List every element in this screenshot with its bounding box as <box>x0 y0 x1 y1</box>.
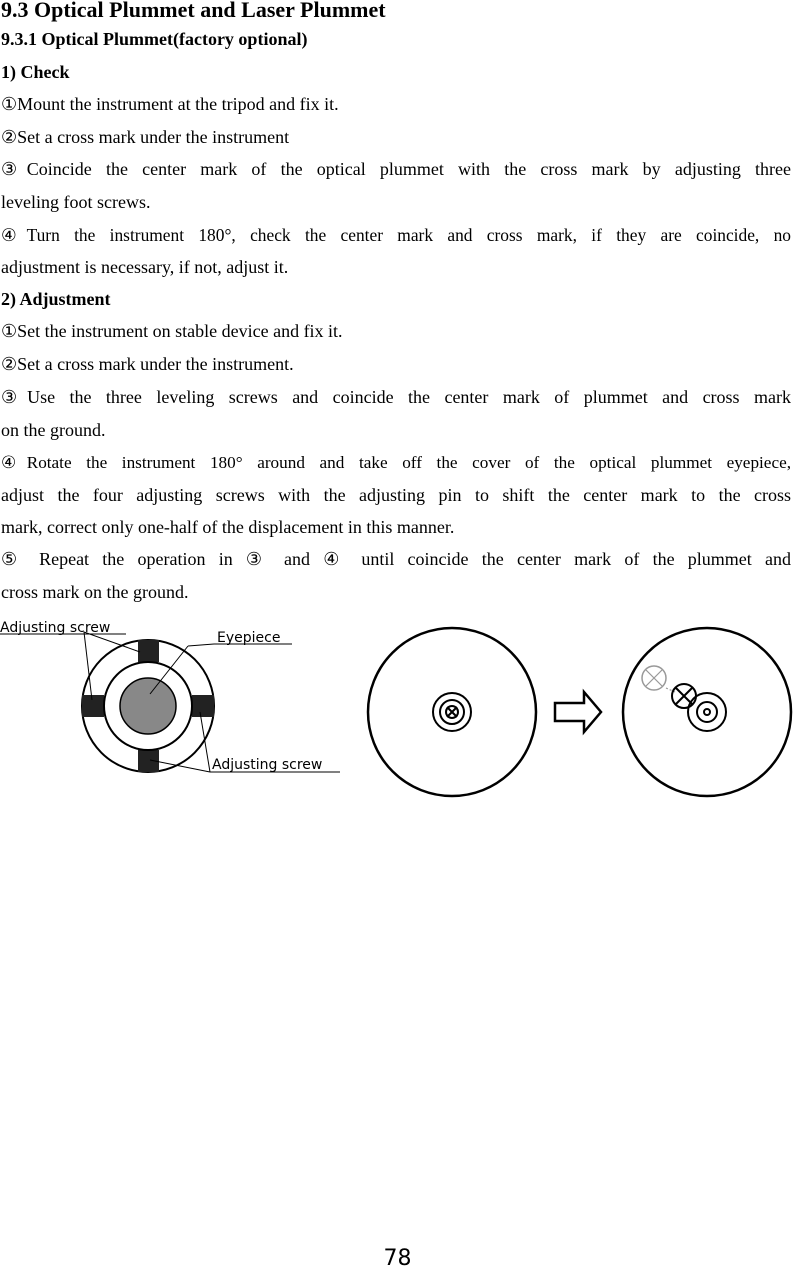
adjusting-screw-left-icon <box>82 695 104 717</box>
adjustment-step-3: ③Use the three leveling screws and coincide the center mark of plummet and cross mark <box>1 387 791 407</box>
leader-line <box>188 644 214 646</box>
center-mark-dot-icon <box>704 709 710 715</box>
adjustment-step-4: ④Rotate the instrument 180° around and take off the cover of the optical plummet eyepiece, <box>1 453 791 472</box>
view-before <box>368 628 536 796</box>
check-step-1: ①Mount the instrument at the tripod and fix it. <box>1 94 339 114</box>
adjustment-step-4-cont-2: mark, correct only one-half of the displacement in this manner. <box>1 517 455 537</box>
check-step-3-cont: leveling foot screws. <box>1 192 151 212</box>
adjustment-step-2: ②Set a cross mark under the instrument. <box>1 354 294 374</box>
eyepiece-lens <box>120 678 176 734</box>
label-adjusting-screw-bottom: Adjusting screw <box>212 757 323 773</box>
view-after-field-circle <box>623 628 791 796</box>
center-mark-middle-icon <box>697 702 717 722</box>
page-number: 78 <box>383 1246 412 1271</box>
adjusting-screw-top-icon <box>138 640 159 662</box>
label-eyepiece: Eyepiece <box>217 630 281 646</box>
adjusting-screw-right-icon <box>192 695 214 717</box>
right-arrow-icon <box>555 692 601 732</box>
check-step-2: ②Set a cross mark under the instrument <box>1 127 290 147</box>
adjustment-step-5-cont: cross mark on the ground. <box>1 582 189 602</box>
check-step-3: ③Coincide the center mark of the optical plummet with the cross mark by adjusting three <box>1 159 791 179</box>
subsection-heading: 9.3.1 Optical Plummet(factory optional) <box>1 29 308 49</box>
adjustment-step-5: ⑤ Repeat the operation in ③ and ④ until coincide the center mark of the plummet and <box>1 549 791 569</box>
check-step-4-cont: adjustment is necessary, if not, adjust it. <box>1 257 289 277</box>
plummet-figure <box>0 612 795 802</box>
eyepiece-diagram <box>0 632 340 772</box>
adjustment-step-3-cont: on the ground. <box>1 420 106 440</box>
adjustment-step-1: ①Set the instrument on stable device and fix it. <box>1 321 343 341</box>
section-heading: 9.3 Optical Plummet and Laser Plummet <box>1 0 386 22</box>
label-adjusting-screw-top: Adjusting screw <box>0 620 111 636</box>
check-title: 1) Check <box>1 62 70 82</box>
center-mark-outer-icon <box>688 693 726 731</box>
adjustment-step-4-cont: adjust the four adjusting screws with the adjusting pin to shift the center mark to the cross <box>1 485 791 505</box>
adjustment-title: 2) Adjustment <box>1 289 111 309</box>
view-after <box>623 628 791 796</box>
check-step-4: ④Turn the instrument 180°, check the center mark and cross mark, if they are coincide, no <box>1 225 791 245</box>
